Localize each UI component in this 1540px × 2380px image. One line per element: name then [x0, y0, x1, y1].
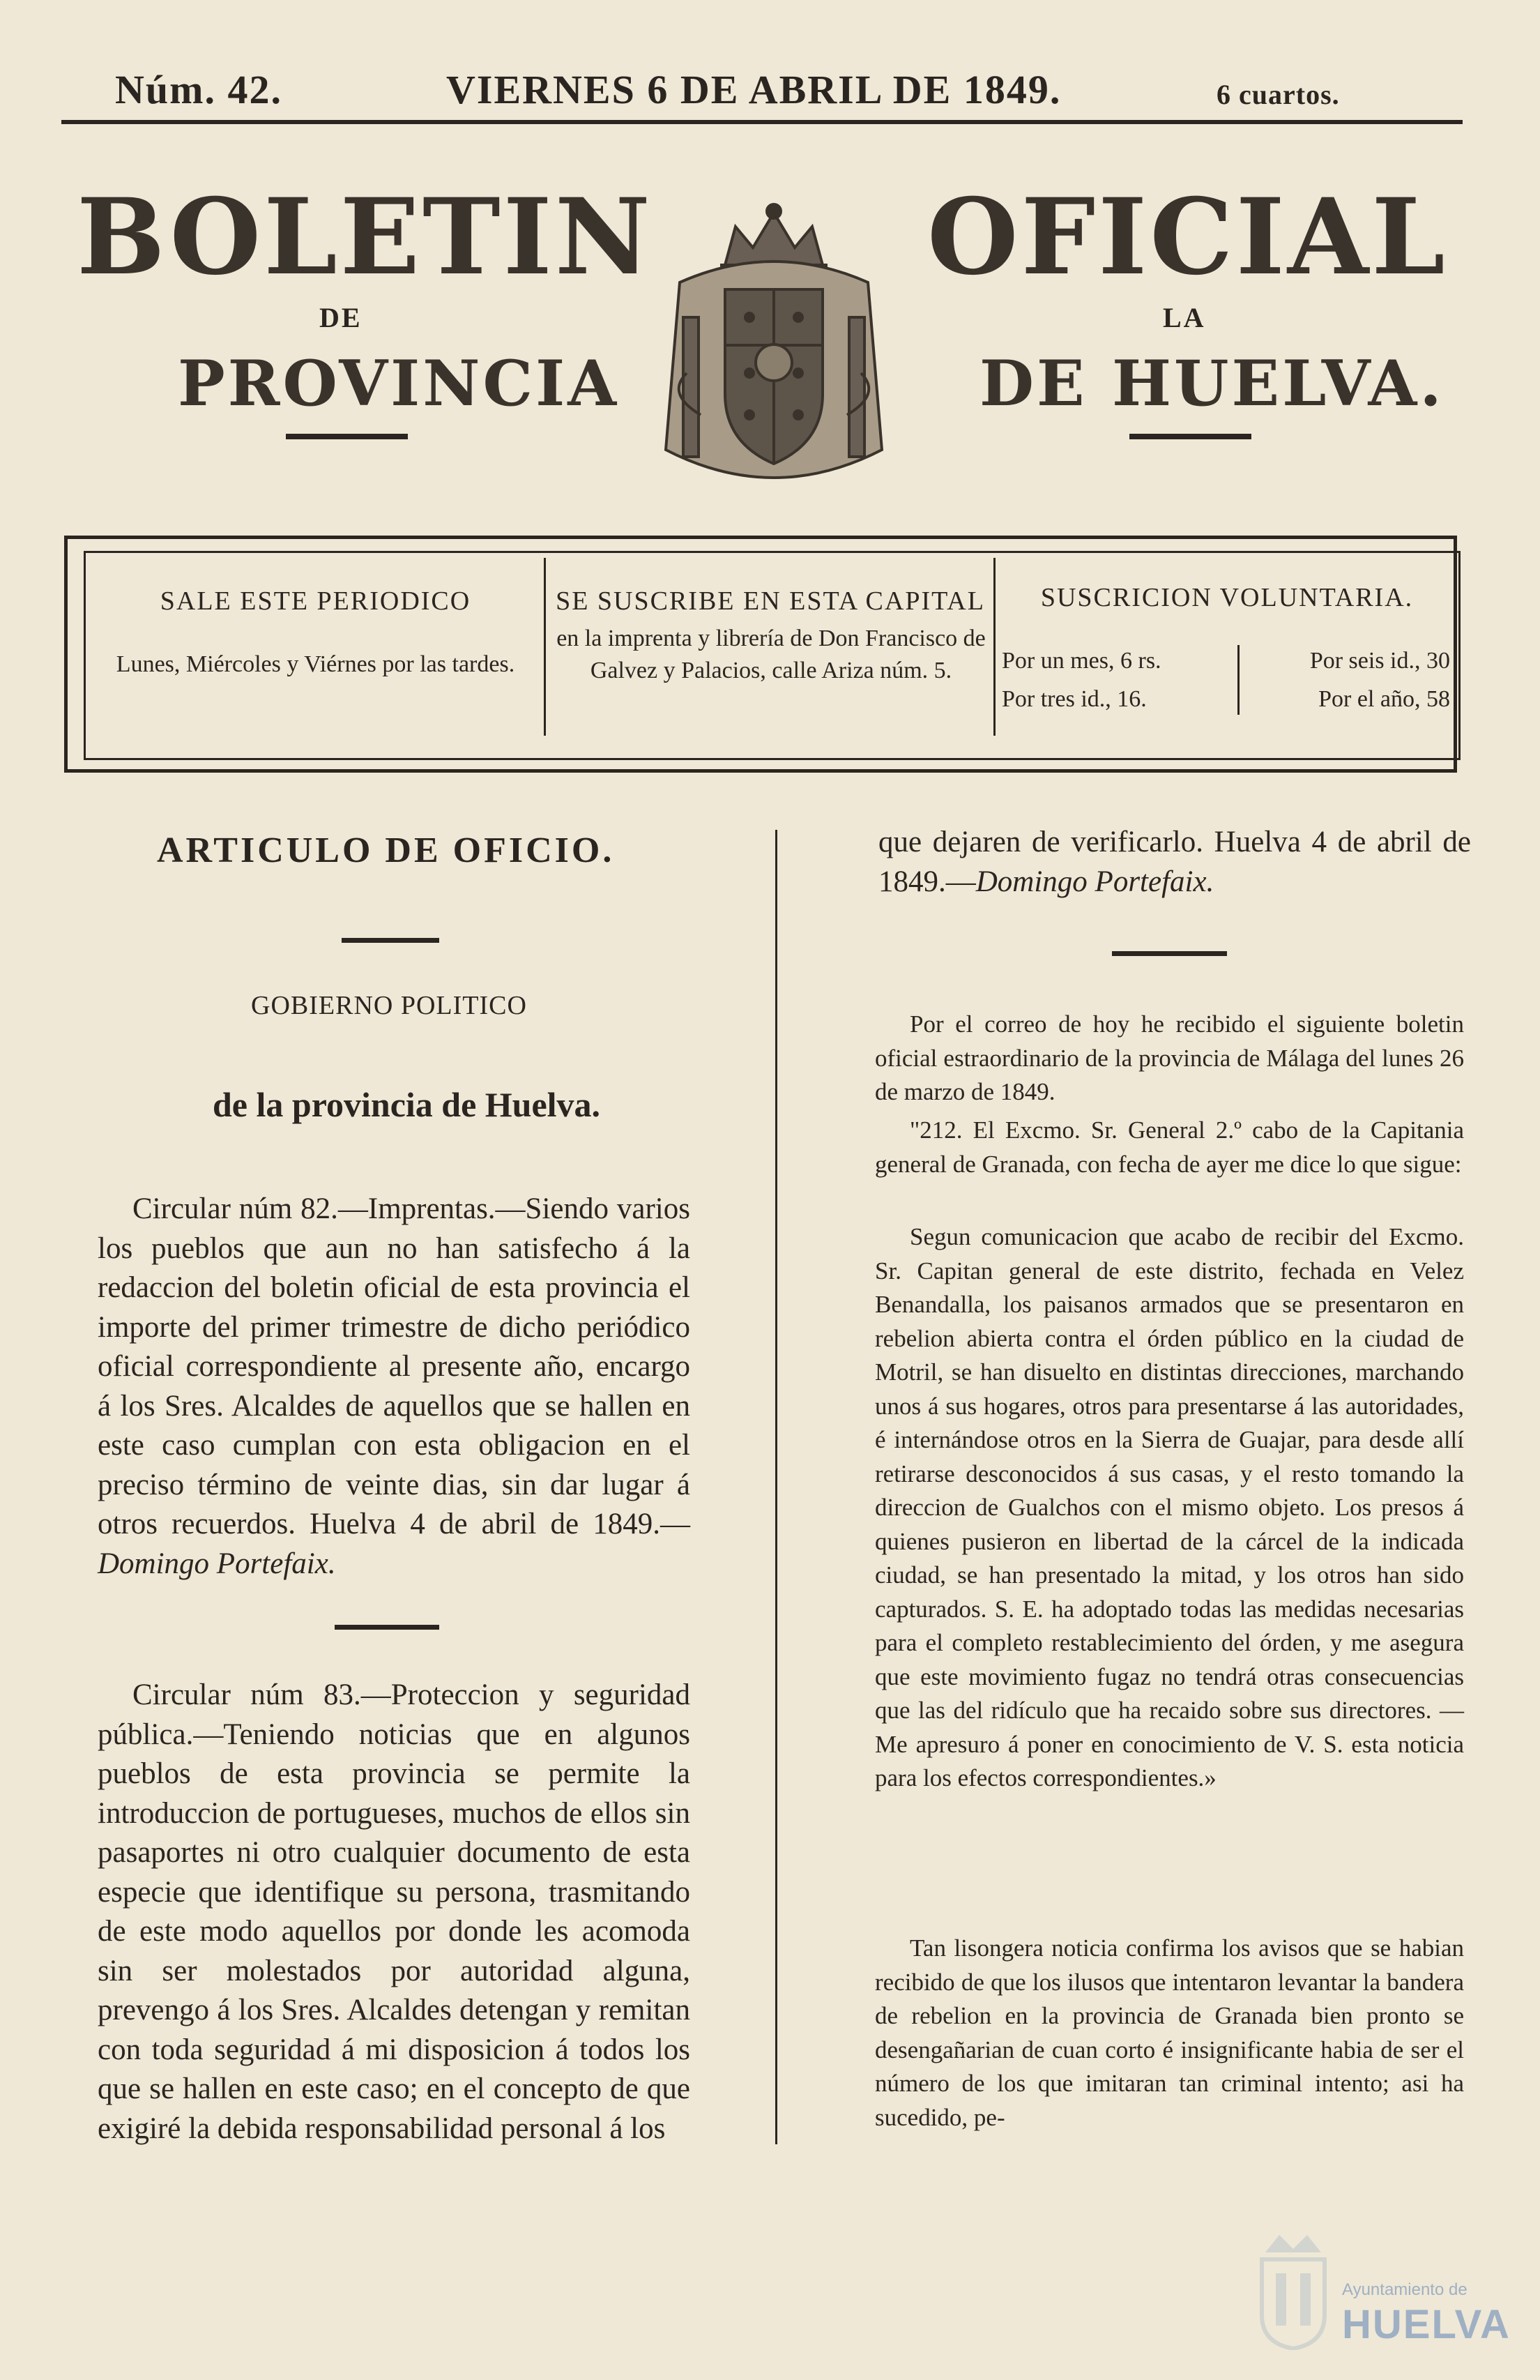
- box-col1-text: Lunes, Miércoles y Viérnes por las tardes.: [116, 651, 515, 677]
- quote-212: "212. El Excmo. Sr. General 2.º cabo de la Capitania general de Granada, con fecha de ayer me dice lo que sigue:: [875, 1116, 1464, 1178]
- masthead-la: LA: [1163, 302, 1206, 333]
- circular-82: Circular núm 82.—Imprentas.—Siendo varios los pueblos que aun no han satisfecho á la redaccion del boletin oficial de esta provincia el importe del primer trimestre de dicho periódico oficial correspondiente al presente año, encargo á los Sres. Alcaldes de aquellos que se hallen en este caso cumplan con esta obligacion en el preciso término de veinte dias, sin dar lugar á otros recuerdos. Huelva 4 de abril de 1849.—Domingo Portefaix.: [98, 1192, 690, 1580]
- segun-paragraph: Segun comunicacion que acabo de recibir del Excmo. Sr. Capitan general de este distrito, fechada en Velez Benandalla, los paisanos armados que se presentaron en rebelion abierta contra el órden público en la ciudad de Motril, se han disuelto en distintas direcciones, marchando unos á sus hogares, otros para presentarse á las autoridades, é internándose otros en la Sierra de Guajar, para desde allí retirarse desconocidos á sus casas, y el resto tomando la direccion de Gualchos con el mismo objeto. Los presos á quienes pusieron en libertad de la cárcel de la indicada ciudad, se han presentado la mitad, y los otros han sido capturados. S. E. ha adoptado todas las medidas necesarias para el completo restablecimiento del órden, y me asegura que este movimiento fugaz no tendrá otras consecuencias que las del ridículo que ha recaido sobre sus directores. —Me apresuro á poner en conocimiento de V. S. esta noticia para los efectos correspondientes.»: [875, 1223, 1464, 1791]
- section-rule: [342, 938, 439, 943]
- box-col3-row2-left: Por tres id., 16.: [1002, 686, 1147, 712]
- box-divider-2: [993, 558, 996, 736]
- section-title: ARTICULO DE OFICIO.: [157, 831, 615, 870]
- box-col2-text: en la imprenta y librería de Don Francisco de Galvez y Palacios, calle Ariza núm. 5.: [556, 626, 986, 683]
- circular-rule: [335, 1625, 439, 1630]
- top-rule: [61, 120, 1463, 124]
- circular-82-signature: Domingo Portefaix.: [98, 1547, 336, 1580]
- continuation-signature: Domingo Portefaix.: [975, 865, 1214, 898]
- masthead-provincia: PROVINCIA: [178, 347, 620, 420]
- continuation-text: que dejaren de verificarlo. Huelva 4 de abril de 1849.—Domingo Portefaix.: [878, 826, 1471, 898]
- masthead-rule-left: [286, 434, 408, 439]
- office-heading: GOBIERNO POLITICO: [251, 991, 527, 1020]
- issue-date: VIERNES 6 DE ABRIL DE 1849.: [446, 67, 1062, 112]
- column-divider: [775, 830, 777, 2144]
- issue-price: 6 cuartos.: [1217, 79, 1340, 110]
- lisongera-paragraph: Tan lisongera noticia confirma los avisos que se habian recibido de que los ilusos que intentaron levantar la bandera de rebelion en la provincia de Granada bien pronto se desengañarian de cuan corto é insignificante habia de ser el número de los que imitaran tan criminal intento; asi ha sucedido, pe-: [875, 1934, 1464, 2131]
- ayuntamiento-logo-icon: [1255, 2231, 1332, 2350]
- watermark-line1: Ayuntamiento de: [1342, 2280, 1467, 2299]
- box-col3-row1-left: Por un mes, 6 rs.: [1002, 648, 1161, 674]
- office-subheading: de la provincia de Huelva.: [213, 1085, 601, 1124]
- box-col3-separator: [1237, 645, 1240, 715]
- correo-paragraph: Por el correo de hoy he recibido el siguiente boletin oficial estraordinario de la provincia de Málaga del lunes 26 de marzo de 1849.: [875, 1010, 1464, 1105]
- coat-of-arms-icon: [659, 199, 889, 499]
- box-col3-row1-right: Por seis id., 30: [1309, 648, 1450, 674]
- issue-number: Núm. 42.: [115, 67, 282, 112]
- watermark-line2: HUELVA: [1342, 2302, 1511, 2347]
- circular-83: Circular núm 83.—Proteccion y seguridad pública.—Teniendo noticias que en algunos pueblos de esta provincia se permite la introduccion de portugueses, muchos de ellos sin pasaportes ni otro cualquier documento de esta especie que identifique su persona, trasmitando de este modo aquellos por donde les acomoda sin ser molestados por autoridad alguna, prevengo á los Sres. Alcaldes detengan y remitan con toda seguridad á mi disposicion á todos los que se hallen en este caso; en el concepto de que exigiré la debida responsabilidad personal á los: [98, 1678, 690, 2145]
- box-divider-1: [544, 558, 546, 736]
- box-col3-heading: SUSCRICION VOLUNTARIA.: [1040, 583, 1414, 612]
- box-col1-heading: SALE ESTE PERIODICO: [160, 586, 471, 616]
- masthead-oficial: OFICIAL: [927, 176, 1448, 298]
- masthead-boletin: BOLETIN: [77, 176, 653, 298]
- box-col2-heading: SE SUSCRIBE EN ESTA CAPITAL: [556, 586, 985, 616]
- masthead-de-huelva: DE HUELVA.: [979, 347, 1444, 420]
- masthead-rule-right: [1129, 434, 1251, 439]
- masthead-de: DE: [319, 302, 363, 333]
- box-col3-row2-right: Por el año, 58: [1318, 686, 1450, 712]
- right-column-rule: [1112, 951, 1227, 956]
